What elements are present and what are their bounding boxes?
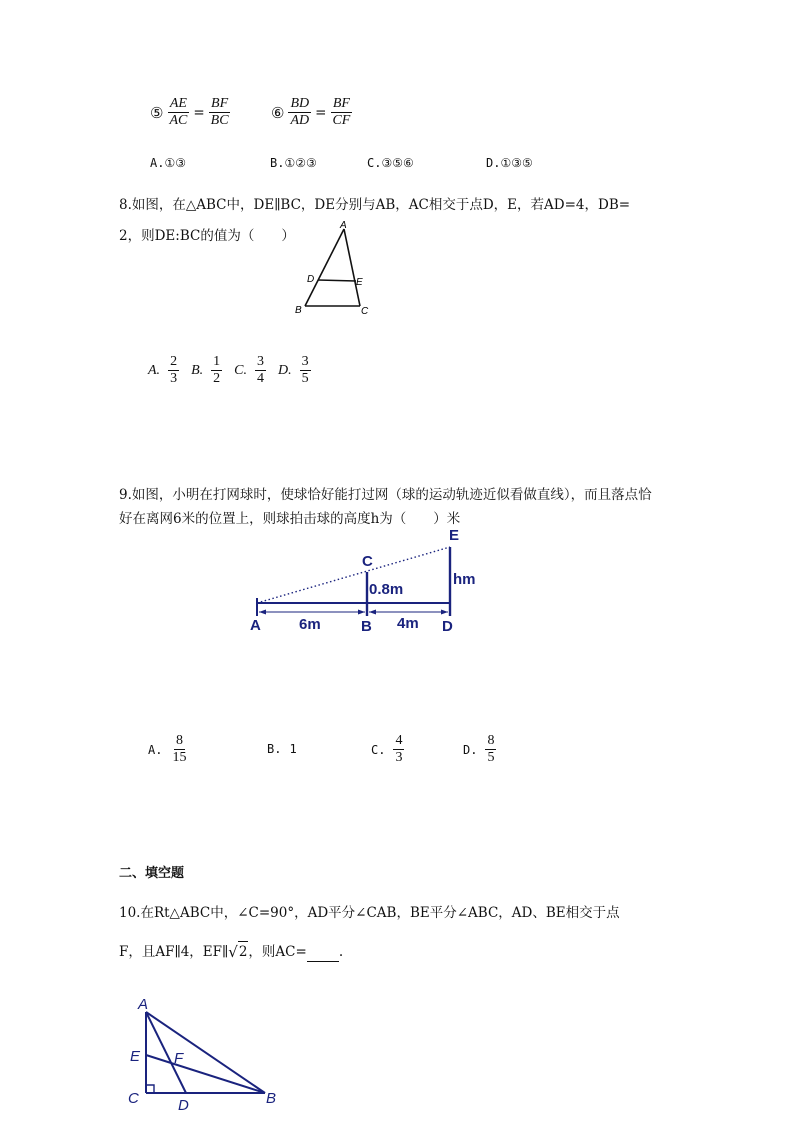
q10-side-ab (146, 1012, 265, 1093)
q8-option-c[interactable]: C. $\frac{3}{4}$ (234, 354, 264, 386)
q8-option-d[interactable]: D. $\frac{3}{5}$ (277, 354, 309, 386)
q9-arrow-right-2 (441, 610, 448, 615)
q9-label-e: E (449, 527, 460, 544)
q7-option-b[interactable]: B.①②③ (270, 156, 317, 170)
q9-label-d: D (442, 618, 453, 635)
q9-label-a: A (250, 617, 261, 634)
q7-option-d[interactable]: D.①③⑤ (486, 156, 533, 170)
q8-text-line2: 2，则DE:BC的值为（ ） (119, 228, 295, 244)
q10-triangle-figure (120, 992, 290, 1112)
q9-label-6m: 6m (299, 616, 321, 633)
q8-segment-de (318, 280, 356, 281)
q9-option-b[interactable]: B. 1 (267, 742, 297, 756)
q10-text-line1: 10.在Rt△ABC中，∠C=90°，AD平分∠CAB，BE平分∠ABC，AD、BE相交于点 (119, 905, 620, 921)
q8-side-ac (344, 229, 360, 306)
q9-option-c[interactable]: C. $\frac{4}{3}$ (371, 733, 403, 765)
q7-item5: ⑤ $\frac{AE}{AC}$ = $\frac{BF}{BC}$ (150, 96, 229, 128)
q8-text-line1: 8.如图，在△ABC中，DE∥BC，DE分别与AB，AC相交于点D，E，若AD=4，DB= (119, 197, 631, 213)
q10-answer-blank[interactable] (307, 947, 339, 962)
q7-item5-rhs: $\frac{BF}{BC}$ (210, 96, 229, 128)
q9-option-d[interactable]: D. $\frac{8}{5}$ (463, 733, 495, 765)
q8-label-a: A (340, 220, 347, 231)
q9-label-b: B (361, 618, 372, 635)
q10-sqrt: √ 2 (228, 943, 248, 961)
q8-label-c: C (361, 306, 369, 317)
q8-label-e: E (356, 277, 363, 288)
section-title-fill-in: 二、填空题 (119, 866, 185, 881)
q10-right-angle-mark (146, 1085, 154, 1093)
q8-label-b: B (295, 305, 302, 316)
q8-options (148, 354, 311, 387)
q7-item5-marker: ⑤ (150, 103, 164, 122)
q9-label-net-height: 0.8m (369, 581, 404, 598)
q10-label-d: D (178, 1097, 189, 1112)
q8-side-ab (305, 229, 344, 306)
q10-label-c: C (128, 1090, 139, 1107)
q8-option-b[interactable]: B. $\frac{1}{2}$ (191, 354, 221, 386)
q9-label-4m: 4m (397, 615, 419, 632)
q8-option-a[interactable]: A. $\frac{2}{3}$ (148, 354, 178, 386)
q9-arrow-left-2 (369, 610, 376, 615)
q9-text-line1: 9.如图，小明在打网球时，使球恰好能打过网（球的运动轨迹近似看做直线），而且落点恰 (119, 487, 652, 503)
q10-label-a: A (138, 996, 149, 1013)
q9-option-a[interactable]: A. $\frac{8}{15}$ (148, 733, 187, 765)
q7-option-a[interactable]: A.①③ (150, 156, 186, 170)
q8-triangle-figure (290, 218, 380, 318)
q10-segment-be (146, 1055, 265, 1093)
q9-label-h: hm (453, 571, 476, 588)
q9-arrow-left-1 (259, 610, 266, 615)
q10-text-line2: F，且AF∥4，EF∥ √ 2 ，则AC= . (119, 943, 344, 961)
q9-trajectory-line (257, 547, 450, 603)
q7-item5-lhs: $\frac{AE}{AC}$ (169, 96, 188, 128)
q7-item6-rhs: $\frac{BF}{CF}$ (332, 96, 351, 128)
q7-item6: ⑥ $\frac{BD}{AD}$ = $\frac{BF}{CF}$ (271, 96, 351, 128)
q10-label-e: E (130, 1048, 141, 1065)
q9-arrow-right-1 (358, 610, 365, 615)
q7-option-c[interactable]: C.③⑤⑥ (367, 156, 414, 170)
q10-label-f: F (174, 1050, 184, 1067)
q7-item6-lhs: $\frac{BD}{AD}$ (290, 96, 310, 128)
q10-label-b: B (266, 1090, 277, 1107)
q7-item6-marker: ⑥ (271, 103, 285, 122)
q8-label-d: D (307, 274, 315, 285)
q9-label-c: C (362, 553, 373, 570)
q9-tennis-figure (240, 520, 490, 640)
q9-text-line2: 好在离网6米的位置上，则球拍击球的高度h为（ ）米 (119, 511, 461, 527)
